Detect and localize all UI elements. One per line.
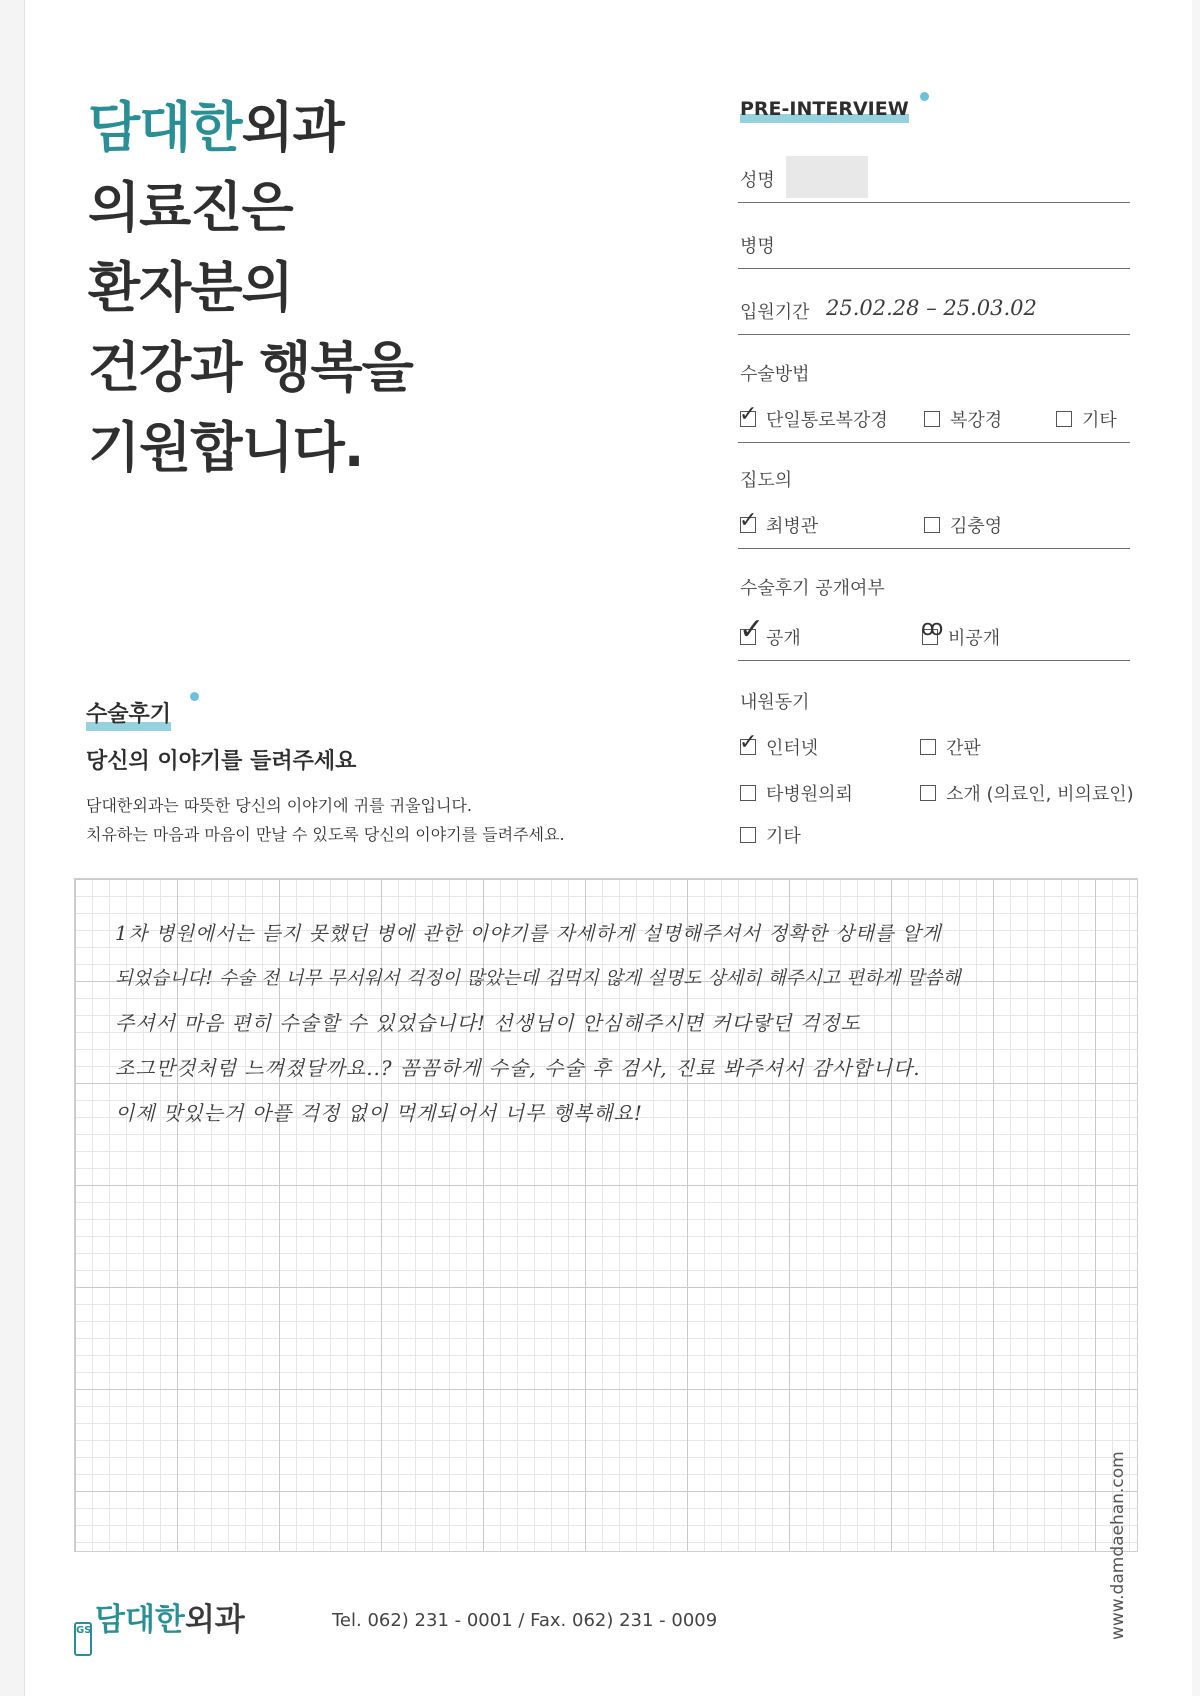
surgery-option-other[interactable]: 기타 (1056, 406, 1117, 432)
checkbox[interactable] (920, 785, 936, 801)
footer-contact: Tel. 062) 231 - 0001 / Fax. 062) 231 - 0009 (332, 1610, 718, 1631)
public-option-private[interactable]: ꝏ 비공개 (921, 616, 1001, 649)
review-subtitle: 당신의 이야기를 들려주세요 (86, 749, 357, 774)
surgeon-option-choi[interactable]: ✓ 최병관 (739, 508, 819, 537)
visit-field (738, 688, 1134, 848)
name-field[interactable] (738, 162, 1130, 203)
scribble-icon: ꝏ (921, 616, 944, 641)
check-icon: ✓ (739, 612, 765, 647)
checkbox-checked[interactable] (739, 730, 758, 755)
handwriting-line-4: 조그만것처럼 느껴졌달까요..? 꼼꼼하게 수술, 수술 후 검사, 진료 봐주셔서 감사합니다. (115, 1056, 921, 1080)
visit-option-referral[interactable]: 타병원의뢰 (740, 780, 853, 806)
review-description (86, 791, 706, 849)
review-section (86, 697, 706, 849)
visit-option-signboard[interactable]: 간판 (920, 734, 981, 760)
name-label: 성명 (740, 170, 775, 191)
review-writing-grid[interactable] (74, 878, 1138, 1552)
form-title: PRE-INTERVIEW (740, 98, 909, 120)
headline-line-3: 환자분의 (88, 256, 293, 319)
review-desc-line-2: 치유하는 마음과 마음이 만날 수 있도록 당신의 이야기를 들려주세요. (86, 825, 565, 844)
disease-label: 병명 (740, 236, 775, 257)
footer-logo-rest: 외과 (184, 1602, 245, 1638)
scan-edge-left (0, 0, 25, 1696)
checkbox-scribbled[interactable] (921, 616, 944, 645)
redacted-name (786, 156, 868, 198)
checkbox[interactable] (924, 517, 940, 533)
accent-dot-icon (920, 92, 929, 101)
public-field (738, 574, 1130, 661)
checkbox[interactable] (920, 739, 936, 755)
headline-brand-rest: 외과 (241, 96, 344, 159)
surgery-field (738, 360, 1130, 443)
headline-line-4: 건강과 행복을 (88, 336, 413, 399)
handwriting-line-2: 되었습니다! 수술 전 너무 무서워서 걱정이 많았는데 겁먹지 않게 설명도 상세히 해주시고 편하게 말씀해 (115, 968, 961, 989)
logo-mark-icon: GS (74, 1622, 92, 1656)
review-desc-line-1: 담대한외과는 따뜻한 당신의 이야기에 귀를 귀울입니다. (86, 796, 473, 815)
surgeon-field (738, 466, 1130, 549)
surgery-option-single-port[interactable]: ✓ 단일통로복강경 (739, 402, 888, 431)
surgeon-label: 집도의 (740, 470, 793, 491)
stay-value: 25.02.28 – 25.03.02 (826, 296, 1037, 320)
headline (88, 88, 413, 488)
footer-logo-brand: 담대한 (95, 1602, 185, 1638)
public-option-public[interactable]: ✓ 공개 (739, 612, 801, 649)
visit-option-introduction[interactable]: 소개 (의료인, 비의료인) (920, 780, 1134, 806)
headline-line-2: 의료진은 (88, 176, 293, 239)
check-icon: ✓ (739, 730, 758, 755)
scan-edge-right (1192, 0, 1200, 1696)
stay-label: 입원기간 (740, 302, 810, 323)
handwriting-line-1: 1차 병원에서는 듣지 못했던 병에 관한 이야기를 자세하게 설명해주셔서 정확한 상태를 알게 (115, 922, 942, 945)
visit-option-internet[interactable]: ✓ 인터넷 (739, 730, 819, 759)
checkbox[interactable] (740, 827, 756, 843)
footer-website: www.damdaehan.com (1108, 1451, 1128, 1640)
review-title: 수술후기 (86, 697, 171, 728)
surgery-option-laparoscopy[interactable]: 복강경 (924, 406, 1002, 432)
public-label: 수술후기 공개여부 (740, 578, 885, 599)
handwriting-line-3: 주셔서 마음 편히 수술할 수 있었습니다! 선생님이 안심해주시면 커다랗던 걱정도 (115, 1011, 861, 1035)
handwritten-review (115, 911, 1115, 1136)
check-icon: ✓ (739, 402, 758, 427)
checkbox-checked[interactable] (739, 508, 758, 533)
checkbox[interactable] (740, 785, 756, 801)
stay-field[interactable] (738, 294, 1130, 335)
checkbox[interactable] (1056, 411, 1072, 427)
headline-brand: 담대한 (88, 96, 242, 159)
visit-label: 내원동기 (740, 692, 810, 713)
headline-line-1 (88, 88, 413, 168)
visit-option-other[interactable]: 기타 (740, 822, 801, 848)
disease-field[interactable] (738, 228, 1130, 269)
surgeon-option-kim[interactable]: 김충영 (924, 512, 1002, 538)
accent-dot-icon (190, 692, 199, 701)
checkbox-checked[interactable] (739, 612, 765, 647)
surgery-label: 수술방법 (740, 364, 810, 385)
check-icon: ✓ (739, 508, 758, 533)
footer-logo (74, 1594, 245, 1656)
checkbox[interactable] (924, 411, 940, 427)
handwriting-line-5: 이제 맛있는거 아플 걱정 없이 먹게되어서 너무 행복해요! (115, 1101, 643, 1125)
headline-line-5: 기원합니다. (88, 416, 364, 479)
checkbox-checked[interactable] (739, 402, 758, 427)
